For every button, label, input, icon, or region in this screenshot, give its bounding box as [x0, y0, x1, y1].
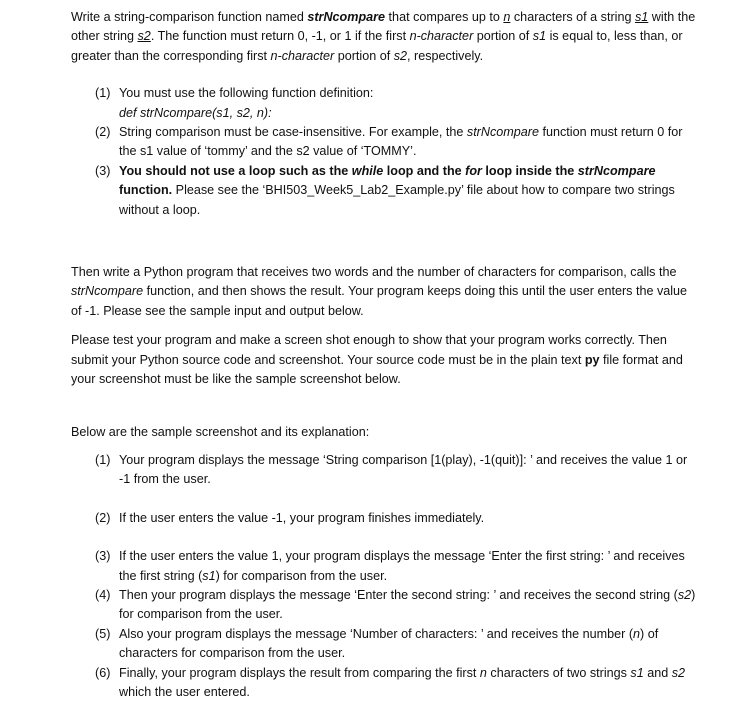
requirement-item [95, 162, 701, 220]
function-name: strNcompare [577, 163, 656, 178]
step-item [95, 664, 701, 703]
intro-text: Write a string-comparison function named [71, 10, 308, 24]
list-number: (2) [95, 510, 111, 525]
step-text: ) for comparison from the user. [215, 568, 388, 583]
step-item [95, 586, 701, 625]
below-heading: Below are the sample screenshot and its explanation: [71, 424, 370, 439]
requirement-text: loop inside the [481, 163, 578, 178]
var-s1: s1 [630, 665, 644, 680]
intro-text: with the other string [71, 10, 696, 44]
requirement-text: String comparison must be case-insensitive. For example, the [119, 125, 467, 140]
requirement-text: You must use the following function definition: [119, 86, 374, 101]
intro-text: characters of a string [510, 10, 635, 24]
then-text: Then write a Python program that receives two words and the number of characters for comparison, calls the [71, 265, 677, 280]
requirement-text: function. [119, 183, 173, 198]
intro-text: that compares up to [385, 10, 504, 24]
requirement-text: Please see the ‘BHI503_Week5_Lab2_Example.py’ file about how to compare two strings without a loop. [119, 183, 675, 217]
step-text: Then your program displays the message ‘Enter the second string: ’ and receives the second string ( [119, 587, 678, 602]
requirement-text: function must return 0 for the s1 value of ‘tommy’ and the s2 value of ‘TOMMY’. [119, 125, 683, 159]
var-s1: s1 [202, 568, 216, 583]
requirement-text: You should not use a loop such as the [119, 163, 352, 178]
list-number: (3) [95, 163, 111, 178]
step-item [95, 509, 701, 528]
step-item [95, 547, 701, 586]
var-n: n [479, 665, 487, 680]
step-text: Your program displays the message ‘String comparison [1(play), -1(quit)]: ’ and receives the value 1 or -1 from the user. [119, 452, 688, 487]
step-item [95, 625, 701, 664]
step-text: If the user enters the value -1, your program finishes immediately. [119, 510, 485, 525]
var-s2: s2 [393, 48, 408, 63]
var-s2: s2 [137, 29, 151, 44]
intro-text: . The function must return 0, -1, or 1 if the first [150, 29, 410, 44]
intro-text: , respectively. [407, 48, 484, 63]
then-text: function, and then shows the result. Your program keeps doing this until the user enters the value of -1. Please see the sample input and output below. [71, 284, 688, 318]
step-item [95, 451, 701, 490]
step-text: Finally, your program displays the result from comparing the first [119, 665, 480, 680]
py-extension: py [584, 352, 600, 367]
keyword-for: for [465, 163, 482, 178]
function-name: strNcompare [307, 10, 386, 24]
step-text: ) for comparison from the user. [119, 587, 696, 622]
intro-text: is equal to, less than, or greater than the corresponding first [71, 29, 683, 63]
list-number: (3) [95, 549, 111, 564]
var-s2: s2 [671, 665, 686, 680]
requirement-text: loop and the [383, 163, 466, 178]
var-n: n [503, 10, 511, 24]
var-n-character: n-character [409, 29, 474, 44]
var-s1: s1 [634, 10, 649, 24]
intro-text: portion of [334, 48, 394, 63]
test-paragraph [71, 331, 701, 389]
intro-paragraph [71, 8, 701, 66]
function-name: strNcompare [71, 284, 144, 299]
step-text: ) of characters for comparison from the user. [119, 626, 659, 661]
list-number: (4) [95, 587, 111, 602]
var-s2: s2 [677, 587, 692, 602]
var-n: n [633, 626, 641, 641]
requirement-item [95, 84, 701, 123]
keyword-while: while [351, 163, 384, 178]
var-s1: s1 [532, 29, 547, 44]
step-text: and [643, 665, 672, 680]
then-paragraph [71, 263, 701, 321]
list-number: (5) [95, 626, 111, 641]
step-text: Also your program displays the message ‘Number of characters: ’ and receives the number ( [119, 626, 634, 641]
test-text: Please test your program and make a screen shot enough to show that your program works correctly. Then submit your Python source code and screenshot. Your source code must be in the plain text [71, 333, 667, 367]
list-number: (6) [95, 665, 111, 680]
function-definition: def strNcompare(s1, s2, n): [119, 105, 272, 120]
function-name: strNcompare [466, 125, 539, 140]
step-text: If the user enters the value 1, your program displays the message ‘Enter the first string: ’ and receives the first string ( [119, 549, 685, 583]
list-number: (2) [95, 125, 111, 140]
requirement-item [95, 123, 701, 162]
intro-text: portion of [473, 29, 533, 44]
test-text: file format and your screenshot must be like the sample screenshot below. [71, 352, 683, 387]
step-text: which the user entered. [119, 684, 250, 699]
var-n-character: n-character [270, 48, 335, 63]
list-number: (1) [95, 452, 111, 467]
list-number: (1) [95, 86, 111, 101]
step-text: characters of two strings [486, 665, 631, 680]
requirements-list [71, 84, 701, 220]
steps-list [71, 451, 701, 702]
assignment-document [71, 8, 701, 702]
